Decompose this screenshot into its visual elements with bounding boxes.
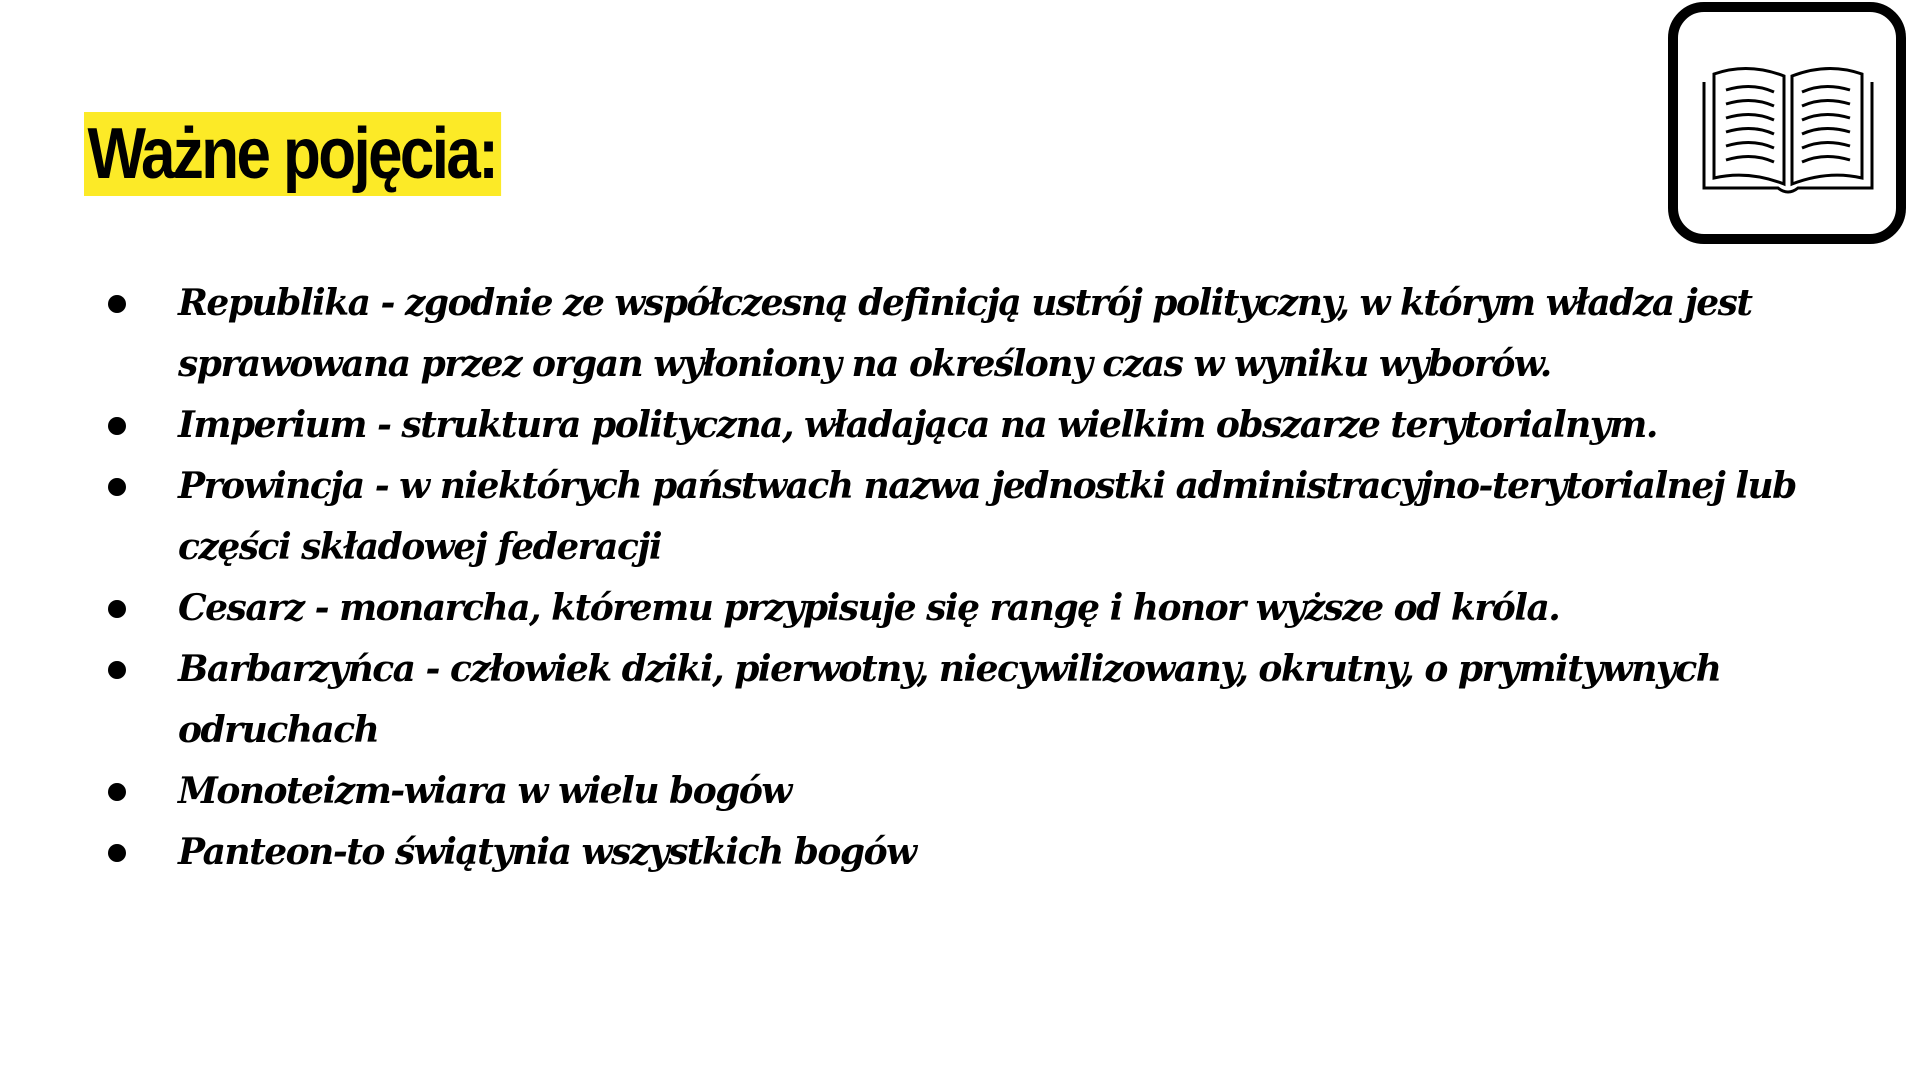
term-imperium — [0, 395, 1828, 456]
term-cesarz — [0, 578, 1828, 639]
term-barbarzynca — [0, 639, 1828, 761]
terms-list — [0, 273, 1920, 883]
term-monoteizm — [0, 761, 1828, 822]
term-text: Monoteizm-wiara w wielu bogów — [178, 770, 791, 812]
bullet — [108, 478, 126, 496]
term-text: Barbarzyńca - człowiek dziki, pierwotny, niecywilizowany, okrutny, o prymitywnych odruchach — [178, 648, 1721, 751]
bullet — [108, 600, 126, 618]
bullet — [108, 417, 126, 435]
term-text: Panteon-to świątynia wszystkich bogów — [178, 831, 916, 873]
bullet — [108, 661, 126, 679]
bullet — [108, 783, 126, 801]
term-panteon — [0, 822, 1828, 883]
bullet — [108, 295, 126, 313]
term-text: Prowincja - w niektórych państwach nazwa jednostki administracyjno-terytorialnej lub części składowej federacji — [178, 465, 1796, 568]
term-text: Imperium - struktura polityczna, władająca na wielkim obszarze terytorialnym. — [178, 404, 1657, 446]
bullet — [108, 844, 126, 862]
term-text: Cesarz - monarcha, któremu przypisuje się rangę i honor wyższe od króla. — [178, 587, 1560, 629]
book-icon-frame — [1668, 2, 1906, 244]
open-book-icon — [1698, 60, 1878, 200]
slide-title: Ważne pojęcia: — [84, 112, 501, 196]
term-republika — [0, 273, 1828, 395]
term-prowincja — [0, 456, 1828, 578]
term-text: Republika - zgodnie ze współczesną definicją ustrój polityczny, w którym władza jest sprawowana przez organ wyłoniony na określony czas w wyniku wyborów. — [178, 282, 1752, 385]
